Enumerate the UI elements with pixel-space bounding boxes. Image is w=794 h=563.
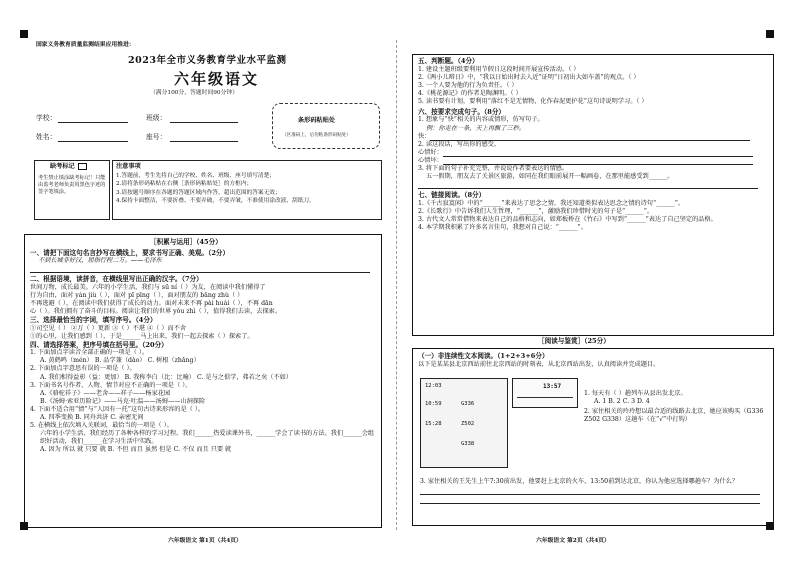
corner-mark [20, 30, 28, 38]
r1-q1: 1. 每天有（ ）趟列车从县出发北京。 [584, 390, 687, 397]
timetable-train: Z502 [461, 421, 475, 427]
missing-mark-checkbox[interactable] [78, 163, 87, 170]
q2-line: 行为自由，面对 yán jiù（ ），面对 pī pīng（ ），面对朋友的 bāng zhù（ ） [30, 291, 244, 299]
q1-write-line[interactable] [30, 265, 370, 273]
q7-4: 4. 本学期我积累了许多名言佳句，我想对自己说：“______”。 [418, 223, 587, 231]
timetable-train: G336 [461, 401, 475, 407]
q4-4-options: A. 四季变换 B. 同舟共济 C. 亲密无间 [40, 413, 144, 421]
q6-1-answer-line[interactable] [430, 133, 750, 141]
r1-q3-line[interactable] [420, 486, 760, 495]
q5-4: 4.《桃花源记》的作者是陶渊明。（ ） [418, 89, 522, 97]
r1-q3-block [420, 478, 766, 504]
q6-2: 2. 读这段话，写出你的感受。 [418, 140, 501, 148]
q4-5-text: 六年的小学生活，我们经历了各种各样的学习过程。我们______热爱读课外书，______学会了读书的方法。我们______会组织好活动，我们______在学习生活中实践。 [40, 429, 375, 445]
q2-line: 世间万物，成长最美。六年的小学生活，我们与 sū ní（ ）为友，在阅读中我们懂得了 [30, 283, 266, 291]
timetable-image [420, 378, 508, 468]
left-content [30, 238, 376, 454]
q1-quote: 不到长城非好汉，屈指行程二万。——毛泽东 [38, 257, 162, 265]
ticket-divider [517, 397, 573, 398]
ticket-image [512, 378, 578, 408]
q6-title: 六、按要求完成句子。（8分） [418, 107, 506, 116]
q2-title: 二、根据语境，读拼音，在横线里写出正确的汉字。（7分） [30, 275, 203, 284]
school-field[interactable] [58, 114, 128, 123]
seat-label: 座号： [146, 133, 167, 141]
r1-q3: 3. 家住相关的王先生上午7:30前出发，他要赶上北京的火车，13:50前到达北京，你认为他应选择哪趟车？为什么？ [420, 478, 739, 485]
exam-title: 2023年全市义务教育学业水平监测 [128, 55, 287, 66]
q4-title: 四、请选择答案，把序号填在括号里。（20分） [30, 340, 168, 349]
part-reading-title: ［阅读与鉴赏］（25分） [538, 337, 610, 345]
barcode-note: （区准码上，后勿粘条形码贴处） [282, 133, 351, 138]
q3-line: ①的心里，让我们感到（ ），于是______马上出来，我们一起去探索（ ）探索了。 [30, 332, 254, 340]
q6-1-example: 例：你走在一条，天上再飘了三秒。 [426, 124, 525, 132]
q6-3: 3. 将下面的句子补充完整，并说说作者要表达的情感。 [418, 164, 569, 172]
q4-2-options: A. 我们相得益彰（益：更加） B. 我称李白（比：比喻） C. 是与之俱学，弗若之矣（不如） [40, 373, 293, 381]
notes-item: 2.请将条形码粘贴在右侧［条形码粘贴处］的方框内； [116, 181, 253, 188]
q7-title: 七、链接阅读。（8分） [418, 191, 486, 199]
notes-item: 4.保持卡面整洁，不要折叠、不要弄破，不要弄皱，不准使用涂改液、刮纸刀。 [116, 197, 315, 204]
q4-4: 4. 下面不适合用“情”与“人因有一托”这句古诗来形容的是（ ）。 [30, 405, 205, 413]
q6-1-answer: 快： [418, 133, 768, 141]
q6-3-text: 五一假期，朋友去了关景区旅游，如同在我们眼前展开一幅画卷，在那里能感受到______。 [426, 172, 674, 180]
q3-options: ①司空见（ ） ②万（ ）更新 ③（ ）不堪 ④（ ）而不舍 [30, 324, 187, 332]
missing-mark-text: 考生禁止填涂缺考标记！只能由监考老师负责用黑色字迹的签字笔填涂。 [38, 175, 106, 195]
q4-2: 2. 下面加点字意思有误的一项是（ ）。 [30, 365, 136, 373]
subject-title: 六年级语文 [174, 70, 260, 88]
notes-item: 3.请按题号顺序在各题的答题区域内作答，超出范围的答案无效； [116, 189, 281, 196]
q5-3: 3. 一个人要为他的行为负责任。（ ） [418, 81, 518, 89]
right-content-top [418, 57, 768, 232]
notes-list [116, 172, 378, 205]
q5-title: 五、判断题。（4分） [418, 57, 479, 65]
name-label: 姓名： [36, 133, 57, 141]
q4-5: 5. 在横线上依次填入关联词，最恰当的一项是（ ）。 [30, 421, 173, 429]
name-field[interactable] [58, 133, 128, 142]
footer-right: 六年级语文 第2页（共4页） [536, 538, 610, 544]
q6-3-line[interactable] [418, 181, 758, 189]
timetable-time: 15:28 [425, 421, 442, 427]
q7-1: 1.《千古寂寞闲》中的“______”来表达了思念之情，我还知道类似表达思念之情的诗句“______”。 [418, 199, 685, 207]
q4-5-options: A. 因为 所以 就 只要 就 B. 不但 而且 虽然 但是 C. 不仅 而且 只要 就 [40, 446, 232, 454]
q1-title: 一、请把下面这句名言抄写在横线上，要求书写正确、美观。（2分） [30, 248, 230, 257]
q6-2b-line[interactable] [443, 157, 753, 165]
timetable-time: 10:59 [425, 401, 442, 407]
q4-1-options: A. 黄鹤鸣（mén） B. 品学兼（dào） C. 树根（zhǎng） [40, 357, 200, 365]
part-accumulation-title: ［积累与运用］（45分） [150, 238, 222, 246]
q5-5: 5. 读书要有计划，要利用“落红不是无情物，化作春泥更护花”这句诗说明学习。（ ） [418, 97, 648, 105]
r1-title: （一）非连续性文本阅读。（1+2+3+6分） [418, 352, 549, 360]
q2-line: 心（ ）。我们拥有了奋斗的目标。阅读让我们的世界 yǒu zhì（ ），值得我们去读，去探索。 [30, 308, 282, 315]
q4-1: 1. 下面加点字读音全部正确的一项是（ ）。 [30, 349, 149, 357]
q5-2: 2.《两小儿辩日》中，“我以日始出时去人近”证明“日初出大如车盖”的观点。（ ） [418, 73, 640, 81]
barcode-title: 条形码粘贴处 [298, 117, 336, 124]
ticket-time: 13:57 [543, 383, 562, 390]
school-label: 学校： [36, 114, 57, 122]
q7-2: 2.《长歌行》中告诉我们人生哲理，“______”，激励我们珍惜时光的句子是“______”。 [418, 207, 654, 215]
r1-intro: 以下是某某县北京西站前往北京西站的时刻表，从北京西站出发，认真阅读并完成题目。 [418, 360, 660, 368]
notes-title: 注意事项 [116, 163, 141, 170]
footer-left: 六年级语文 第1页（共4页） [168, 538, 242, 544]
r1-q2: 2. 家住相关的玲玲想以最合适的线路去北京，她应该购买（G336 Z502 G338）这趟车（在“√”中打钩） [584, 408, 764, 424]
q6-2-answer: 心情坏： [418, 157, 768, 165]
barcode-area [272, 103, 380, 149]
notes-item: 1.答题前，考生先将自己的学校、姓名、班级、座号填写清楚； [116, 173, 275, 179]
timetable-train: G338 [461, 441, 475, 447]
q3-title: 三、选择最恰当的字词，填写序号。（4分） [30, 316, 157, 325]
right-content-bottom [418, 352, 768, 369]
q4-3: 3. 下面书名号作者、人物、情节对应不正确的一项是（ ）。 [30, 381, 192, 389]
seat-field[interactable] [170, 133, 238, 142]
reading-questions [584, 390, 766, 424]
corner-mark [766, 30, 774, 38]
q6-2a-line[interactable] [443, 149, 753, 157]
r1-q3-line[interactable] [420, 495, 760, 504]
class-label: 班级： [146, 114, 167, 122]
class-field[interactable] [170, 114, 238, 123]
q4-3-option: A.《骆驼祥子》——老舍——祥子——杨家花园 [40, 389, 171, 397]
page-divider [396, 40, 397, 530]
timetable-time: 12:03 [425, 383, 442, 389]
q6-2-answer: 心情好： [418, 149, 768, 157]
q4-3-option: B.《汤姆·索亚历险记》——马克·吐温——汤姆——山洞探险 [40, 397, 206, 405]
q7-3: 3. 古代文人常常借物来表达自己的品格和志向，如郑板桥在《竹石》中写到“______”表达了自己坚定的品格。 [418, 215, 717, 223]
header-note: 国家义务教育质量监测结果应用推进： [36, 42, 135, 48]
q6-1: 1. 想象与“快”相关的内容或情形，仿写句子。 [418, 116, 544, 124]
r1-q1-options: A. 1 B. 2 C. 3 D. 4 [594, 398, 650, 406]
q5-1: 1. 建设主题班级要利用节假日这段时间开展宣传活动。（ ） [418, 65, 580, 73]
missing-mark-label: 缺考标记 [50, 163, 87, 171]
q2-line: 不再逃避（ ），在阅读中我们获得了成长的动力。面对未来不再 pài huái（ ），不再 dān [30, 299, 273, 307]
exam-subtitle: （满分100分，答题时间90分钟） [150, 90, 239, 96]
